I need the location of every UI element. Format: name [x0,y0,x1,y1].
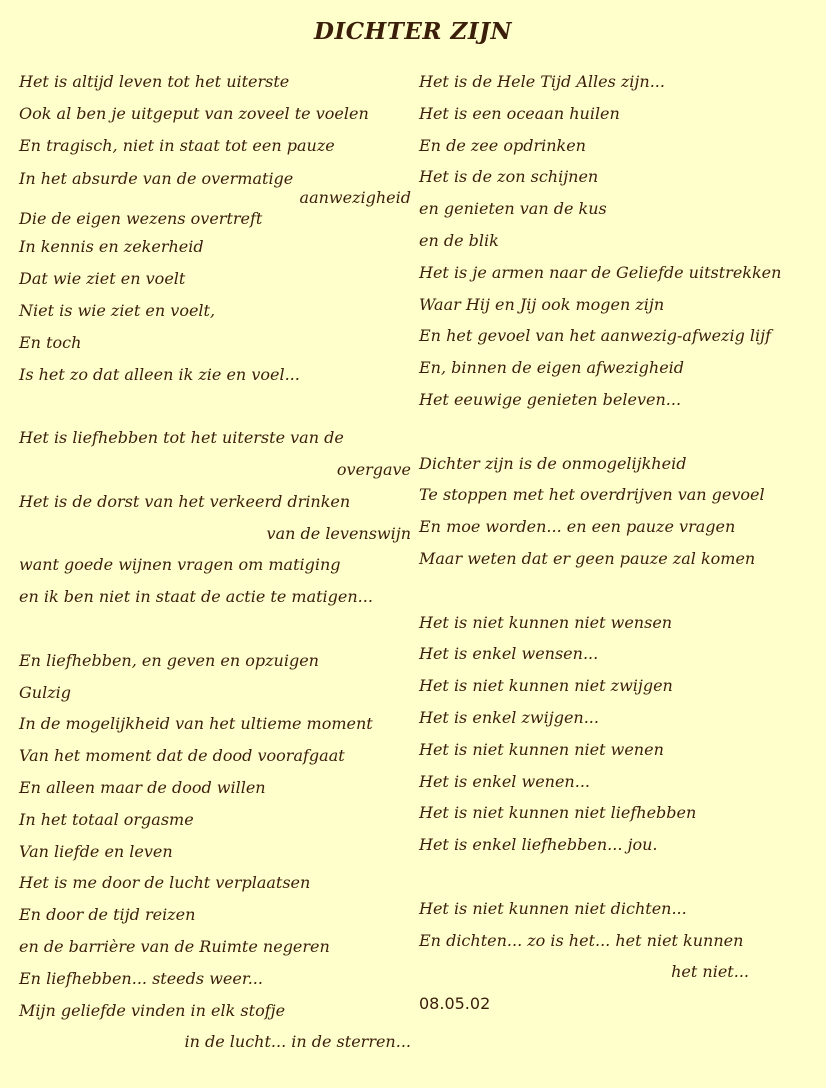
poem-line: Het is enkel wenen... [419,771,590,791]
poem-line: en ik ben niet in staat de actie te matigen... [19,587,373,607]
poem-line: En alleen maar de dood willen [19,777,266,797]
poem-line: Het is een oceaan huilen [419,103,620,123]
poem-line: en de barrière van de Ruimte negeren [19,936,330,956]
poem-title: DICHTER ZIJN [314,18,512,45]
stanza-break [419,416,819,448]
poem-line: En het gevoel van het aanwezig-afwezig lijf [419,326,772,346]
poem-line: van de levenswijn [266,523,411,543]
poem-line: Die de eigen wezens overtreft [19,209,263,229]
poem-line: Het is niet kunnen niet dichten... [419,898,687,918]
poem-line: Het is me door de lucht verplaatsen [19,873,311,893]
poem-line: aanwezigheid [299,188,411,208]
stanza-break [19,390,411,422]
poem-line: Van het moment dat de dood voorafgaat [19,746,345,766]
poem-line: Van liefde en leven [19,841,173,861]
poem-line: het niet... [671,962,749,982]
poem-line: Het is enkel wensen... [419,644,599,664]
poem-line: Het is je armen naar de Geliefde uitstrekken [419,262,782,282]
poem-line: En tragisch, niet in staat tot een pauze [19,135,335,155]
poem-line: Ook al ben je uitgeput van zoveel te voelen [19,103,369,123]
poem-line: Het eeuwige genieten beleven... [419,389,682,409]
poem-line: want goede wijnen vragen om matiging [19,555,341,575]
poem-line: En liefhebben... steeds weer... [19,968,263,988]
poem-line: Maar weten dat er geen pauze zal komen [419,548,756,568]
stanza-break [19,613,411,645]
poem-line: En door de tijd reizen [19,905,196,925]
poem-date: 08.05.02 [419,994,491,1014]
poem-line: En, binnen de eigen afwezigheid [419,358,685,378]
poem-line: Het is liefhebben tot het uiterste van de [19,428,344,448]
poem-line: in de lucht... in de sterren... [184,1032,411,1052]
poem-line: Het is niet kunnen niet zwijgen [419,676,673,696]
poem-line: Het is niet kunnen niet wenen [419,739,664,759]
poem-line: Het is enkel zwijgen... [419,707,599,727]
poem-line: Waar Hij en Jij ook mogen zijn [419,294,665,314]
poem-left-column [19,66,411,1058]
poem-line: En de zee opdrinken [419,135,586,155]
poem-line: en de blik [419,230,499,250]
poem-line: overgave [336,459,411,479]
poem-line: Dichter zijn is de onmogelijkheid [419,453,687,473]
stanza-break [419,575,819,607]
poem-line: en genieten van de kus [419,199,607,219]
poem-line: Gulzig [19,682,71,702]
poem-line: En dichten... zo is het... het niet kunnen [419,930,744,950]
poem-line: Het is enkel liefhebben... jou. [419,835,658,855]
poem-line: Mijn geliefde vinden in elk stofje [19,1000,286,1020]
poem-line: In het absurde van de overmatige [19,169,294,189]
poem-right-column [419,66,819,1020]
poem-line: Te stoppen met het overdrijven van gevoel [419,485,765,505]
poem-line: Het is de zon schijnen [419,167,599,187]
stanza-break [419,861,819,893]
poem-line: En liefhebben, en geven en opzuigen [19,650,319,670]
poem-line: In kennis en zekerheid [19,237,204,257]
poem-line: Het is de Hele Tijd Alles zijn... [419,72,665,91]
poem-line: Niet is wie ziet en voelt, [19,300,216,320]
poem-line: En moe worden... en een pauze vragen [419,517,736,537]
poem-line: Het is de dorst van het verkeerd drinken [19,491,351,511]
poem-line: En toch [19,332,82,352]
poem-line: In het totaal orgasme [19,809,194,829]
poem-line: Dat wie ziet en voelt [19,269,186,289]
poem-line: Het is altijd leven tot het uiterste [19,72,290,91]
poem-line: Het is niet kunnen niet wensen [419,612,673,632]
poem-line: In de mogelijkheid van het ultieme moment [19,714,373,734]
poem-line: Is het zo dat alleen ik zie en voel... [19,364,300,384]
poem-line: Het is niet kunnen niet liefhebben [419,803,697,823]
